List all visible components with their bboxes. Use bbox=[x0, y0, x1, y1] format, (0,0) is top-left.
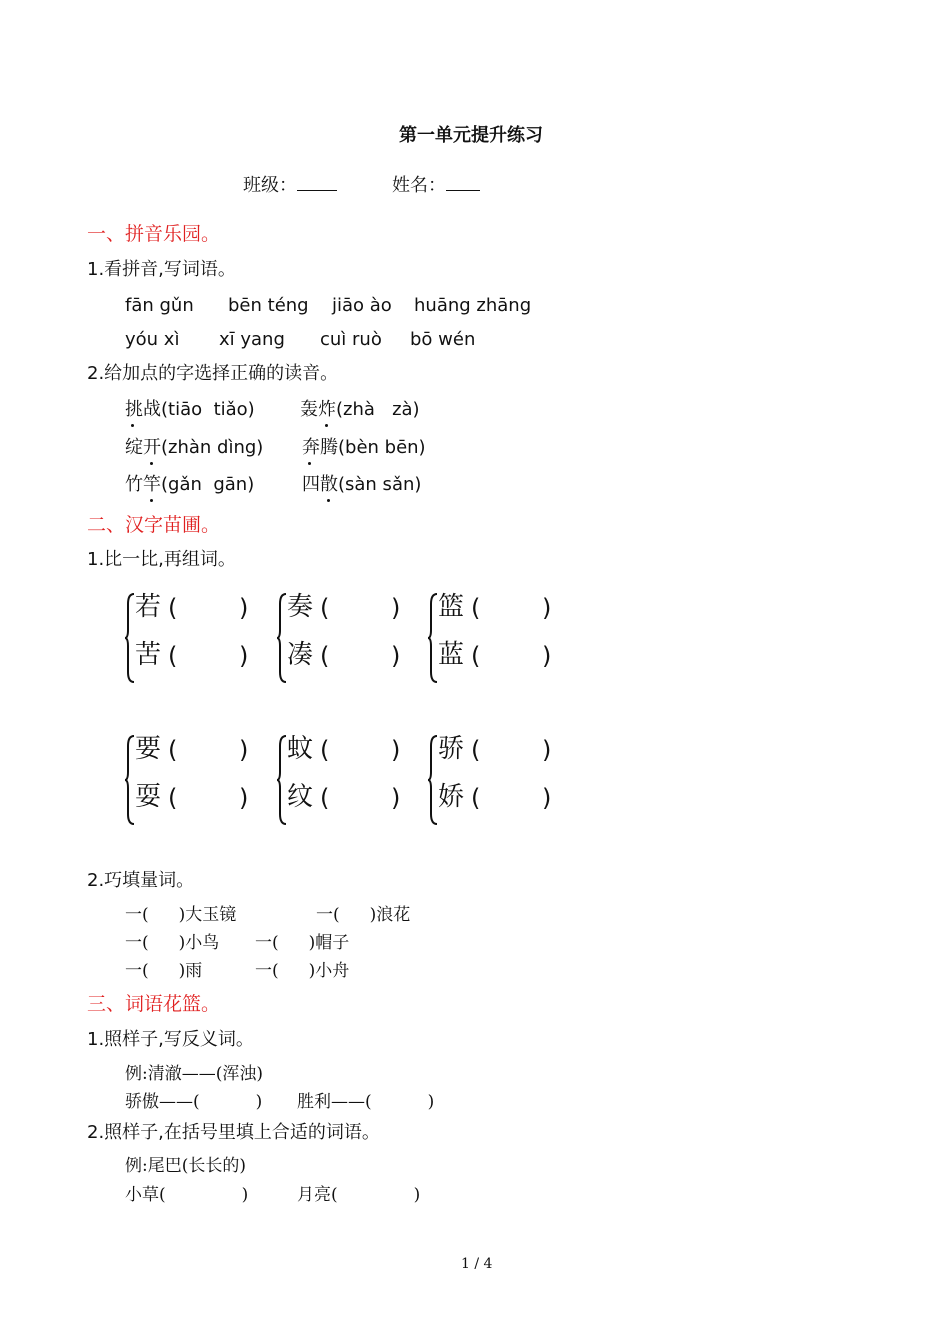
paren-open: ( bbox=[168, 642, 178, 670]
antonym-item: 胜利——( ) bbox=[297, 1092, 435, 1112]
example-fill: 例:尾巴(长长的) bbox=[125, 1156, 246, 1176]
paren-open: ( bbox=[471, 784, 481, 812]
measure-item: 一( )小舟 bbox=[255, 961, 350, 981]
pinyin-item: xī yang bbox=[219, 329, 285, 350]
fill-item: 月亮( ) bbox=[297, 1185, 421, 1205]
section2-q1: 1.比一比,再组词。 bbox=[87, 549, 236, 570]
compare-group bbox=[277, 734, 407, 829]
measure-item: 一( )大玉镜 bbox=[125, 905, 237, 925]
compare-char: 篮 bbox=[438, 592, 465, 622]
brace-icon bbox=[277, 734, 287, 826]
compare-group bbox=[428, 734, 558, 829]
section2-heading: 二、汉字苗圃。 bbox=[87, 514, 221, 536]
paren-close: ) bbox=[239, 784, 249, 812]
brace-icon bbox=[428, 592, 438, 684]
pinyin-item: huāng zhāng bbox=[414, 295, 532, 316]
paren-open: ( bbox=[471, 642, 481, 670]
reading-item: 四散(sàn sǎn) bbox=[302, 474, 422, 495]
paren-open: ( bbox=[168, 594, 178, 622]
emphasis-dot bbox=[150, 499, 153, 502]
compare-char: 娇 bbox=[438, 782, 465, 812]
name-blank bbox=[446, 174, 480, 191]
pinyin-item: cuì ruò bbox=[320, 329, 382, 350]
class-label: 班级： bbox=[243, 174, 337, 195]
compare-group bbox=[125, 734, 255, 829]
paren-close: ) bbox=[391, 642, 401, 670]
pinyin-item: fān gǔn bbox=[125, 295, 194, 316]
compare-char: 纹 bbox=[287, 782, 314, 812]
page-title: 第一单元提升练习 bbox=[399, 125, 543, 146]
paren-close: ) bbox=[239, 594, 249, 622]
reading-item: 竹竿(gǎn gān) bbox=[125, 474, 255, 495]
compare-char: 苦 bbox=[135, 640, 162, 670]
section2-q2: 2.巧填量词。 bbox=[87, 870, 195, 891]
name-label: 姓名： bbox=[392, 174, 480, 195]
brace-icon bbox=[277, 592, 287, 684]
compare-char: 若 bbox=[135, 592, 162, 622]
compare-group bbox=[428, 592, 558, 687]
compare-char: 凑 bbox=[287, 640, 314, 670]
section1-q2: 2.给加点的字选择正确的读音。 bbox=[87, 363, 339, 384]
paren-open: ( bbox=[168, 736, 178, 764]
emphasis-dot bbox=[325, 424, 328, 427]
pinyin-item: bō wén bbox=[410, 329, 476, 350]
paren-open: ( bbox=[168, 784, 178, 812]
paren-open: ( bbox=[320, 642, 330, 670]
pinyin-item: bēn téng bbox=[228, 295, 309, 316]
fill-item: 小草( ) bbox=[125, 1185, 249, 1205]
compare-char: 骄 bbox=[438, 734, 465, 764]
compare-char: 奏 bbox=[287, 592, 314, 622]
measure-item: 一( )小鸟 bbox=[125, 933, 220, 953]
emphasis-dot bbox=[150, 462, 153, 465]
paren-open: ( bbox=[320, 736, 330, 764]
compare-group bbox=[125, 592, 255, 687]
reading-item: 绽开(zhàn dìng) bbox=[125, 437, 264, 458]
paren-open: ( bbox=[471, 736, 481, 764]
pinyin-item: yóu xì bbox=[125, 329, 180, 350]
paren-close: ) bbox=[542, 642, 552, 670]
section3-q2: 2.照样子,在括号里填上合适的词语。 bbox=[87, 1122, 380, 1143]
emphasis-dot bbox=[131, 424, 134, 427]
paren-open: ( bbox=[320, 784, 330, 812]
measure-item: 一( )帽子 bbox=[255, 933, 350, 953]
reading-item: 挑战(tiāo tiǎo) bbox=[125, 399, 255, 420]
reading-item: 奔腾(bèn bēn) bbox=[302, 437, 426, 458]
pinyin-item: jiāo ào bbox=[332, 295, 392, 316]
compare-group bbox=[277, 592, 407, 687]
page-number: 1 / 4 bbox=[461, 1256, 493, 1272]
emphasis-dot bbox=[327, 499, 330, 502]
brace-icon bbox=[428, 734, 438, 826]
paren-close: ) bbox=[239, 642, 249, 670]
compare-char: 蓝 bbox=[438, 640, 465, 670]
compare-char: 蚊 bbox=[287, 734, 314, 764]
antonym-item: 骄傲——( ) bbox=[125, 1092, 263, 1112]
section1-heading: 一、拼音乐园。 bbox=[87, 223, 221, 245]
brace-icon bbox=[125, 734, 135, 826]
reading-item: 轰炸(zhà zà) bbox=[300, 399, 420, 420]
brace-icon bbox=[125, 592, 135, 684]
paren-open: ( bbox=[320, 594, 330, 622]
paren-close: ) bbox=[239, 736, 249, 764]
measure-item: 一( )雨 bbox=[125, 961, 203, 981]
paren-close: ) bbox=[542, 784, 552, 812]
compare-char: 耍 bbox=[135, 782, 162, 812]
paren-close: ) bbox=[391, 594, 401, 622]
paren-close: ) bbox=[391, 784, 401, 812]
emphasis-dot bbox=[308, 462, 311, 465]
section1-q1: 1.看拼音,写词语。 bbox=[87, 259, 236, 280]
paren-close: ) bbox=[542, 736, 552, 764]
example-antonym: 例:清澈——(浑浊) bbox=[125, 1064, 263, 1084]
compare-char: 要 bbox=[135, 734, 162, 764]
paren-open: ( bbox=[471, 594, 481, 622]
class-blank bbox=[297, 174, 337, 191]
section3-q1: 1.照样子,写反义词。 bbox=[87, 1029, 254, 1050]
section3-heading: 三、词语花篮。 bbox=[87, 993, 221, 1015]
measure-item: 一( )浪花 bbox=[316, 905, 411, 925]
paren-close: ) bbox=[391, 736, 401, 764]
paren-close: ) bbox=[542, 594, 552, 622]
